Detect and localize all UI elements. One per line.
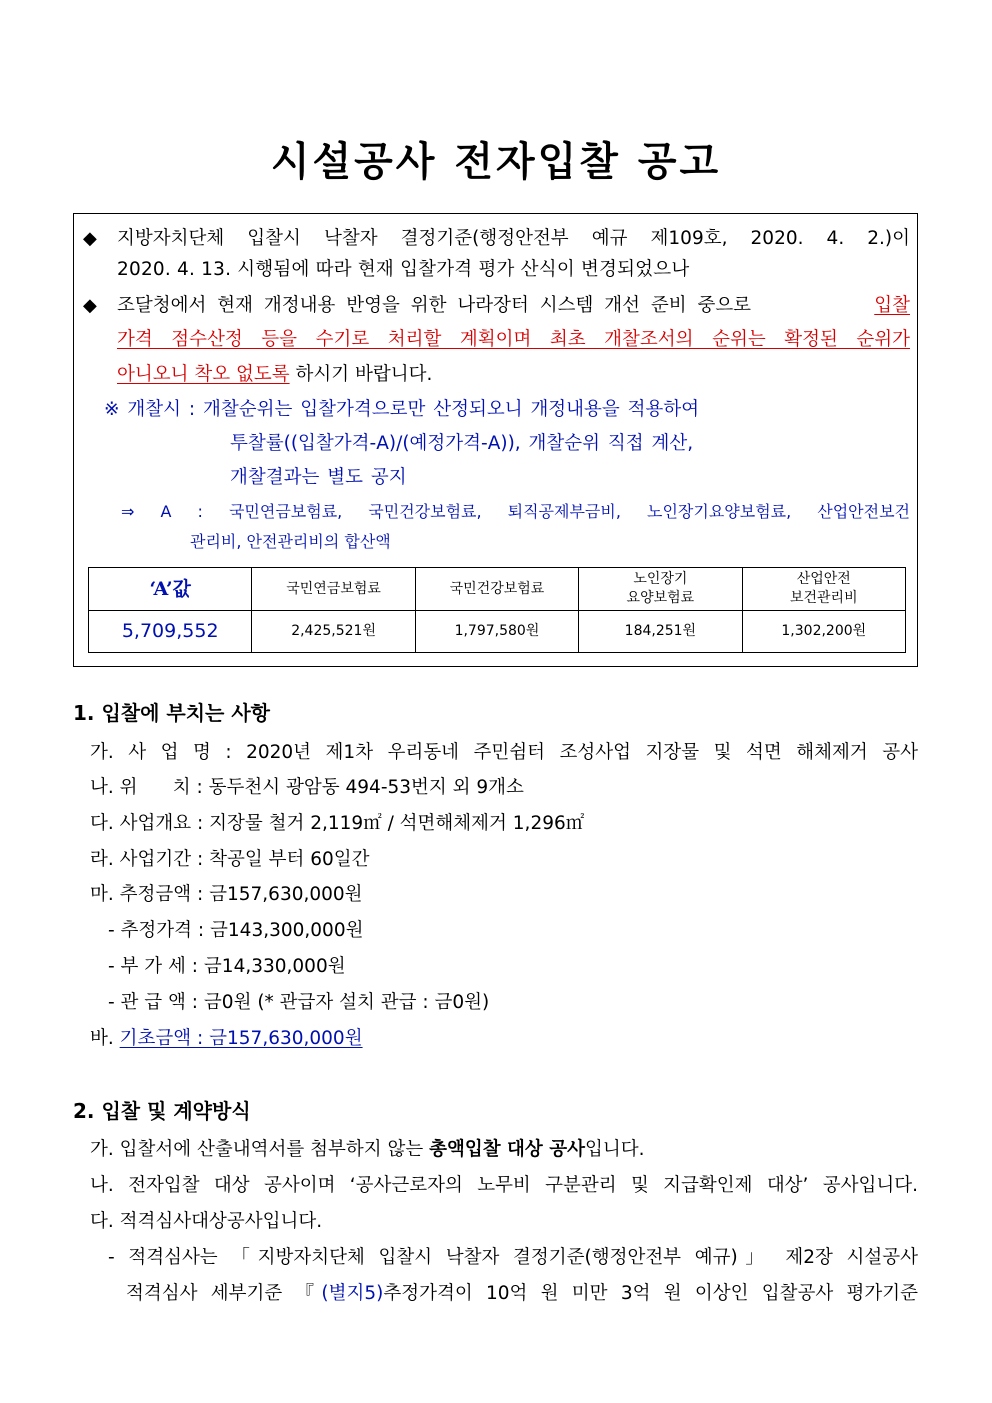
base-prefix: 바.	[90, 1028, 114, 1049]
notice-bullet2-line1	[117, 293, 910, 319]
safety-header: 산업안전 보건관리비	[742, 568, 905, 611]
a-definition-line1: ⇒ A : 국민연금보험료, 국민건강보험료, 퇴직공제부금비, 노인장기요양보험료, 산업안전보건	[121, 502, 910, 521]
notice-bullet1-line1: 지방자치단체 입찰시 낙찰자 결정기준(행정안전부 예규 제109호, 2020. 4. 2.)이	[117, 228, 910, 249]
pension-cell: 2,425,521원	[252, 611, 415, 653]
notice-bullet2-line1-red: 입찰	[874, 295, 910, 316]
section2-item2: 나. 전자입찰 대상 공사이며 ‘공사근로자의 노무비 구분관리 및 지급확인제 대상’ 공사입니다.	[90, 1175, 918, 1196]
section1-subitem: - 부 가 세 : 금14,330,000원	[108, 956, 346, 977]
notice-bullet2-line2: 가격 점수산정 등을 수기로 처리할 계획이며 최초 개찰조서의 순위는 확정된 순위가	[117, 329, 910, 350]
section2-sub-line2-pre: 적격심사 세부기준 『	[126, 1283, 322, 1304]
note-line3: 개찰결과는 별도 공지	[230, 467, 407, 488]
a-definition-line2: 관리비, 안전관리비의 합산액	[190, 532, 391, 551]
health-cell: 1,797,580원	[415, 611, 578, 653]
section1-subitem: - 추정가격 : 금143,300,000원	[108, 920, 364, 941]
notice-bullet2-line3-red: 아니오니 착오 없도록	[117, 364, 290, 385]
notice-bullet2-line3	[117, 362, 432, 388]
section2-item1-post: 입니다.	[584, 1139, 645, 1160]
note-line1: ※ 개찰시 : 개찰순위는 입찰가격으로만 산정되오니 개정내용을 적용하여	[104, 399, 700, 420]
table-value-row	[89, 611, 906, 653]
section1-base-amount-row	[90, 1026, 363, 1052]
health-header: 국민건강보험료	[415, 568, 578, 611]
page-title: 시설공사 전자입찰 공고	[270, 139, 722, 185]
elderly-care-cell: 184,251원	[579, 611, 742, 653]
section2-item1-pre: 가. 입찰서에 산출내역서를 첨부하지 않는	[90, 1139, 424, 1160]
section1-item: 마. 추정금액 : 금157,630,000원	[90, 884, 363, 905]
section1-item: 나. 위 치 : 동두천시 광암동 494-53번지 외 9개소	[90, 777, 524, 798]
section2-sub-line2	[126, 1281, 918, 1307]
section2-heading: 2. 입찰 및 계약방식	[73, 1099, 251, 1123]
notice-bullet2-line1-plain: 조달청에서 현재 개정내용 반영을 위한 나라장터 시스템 개선 준비 중으로	[117, 295, 752, 316]
section2-sub-line2-post: 추정가격이 10억 원 미만 3억 원 이상인 입찰공사 평가기준	[383, 1283, 918, 1304]
note-line2: 투찰률((입찰가격-A)/(예정가격-A)), 개찰순위 직접 계산,	[230, 433, 694, 454]
diamond-bullet-icon: ◆	[83, 295, 97, 316]
pension-header: 국민연금보험료	[252, 568, 415, 611]
a-value-header: ‘A’값	[89, 568, 252, 611]
notice-bullet2-line3-plain: 하시기 바랍니다.	[295, 364, 433, 385]
elderly-care-header: 노인장기 요양보험료	[579, 568, 742, 611]
section1-item: 가. 사 업 명 : 2020년 제1차 우리동네 주민쉼터 조성사업 지장물 및 석면 해체제거 공사	[90, 742, 918, 763]
section1-subitem: - 관 급 액 : 금0원 (* 관급자 설치 관급 : 금0원)	[108, 992, 490, 1013]
safety-cell: 1,302,200원	[742, 611, 905, 653]
section2-sub-line2-blue: (별지5)	[321, 1283, 384, 1304]
section1-item: 다. 사업개요 : 지장물 철거 2,119㎡ / 석면해체제거 1,296㎡	[90, 813, 585, 834]
table-header-row	[89, 568, 906, 611]
section1-heading: 1. 입찰에 부치는 사항	[73, 701, 270, 725]
section1-item: 라. 사업기간 : 착공일 부터 60일간	[90, 849, 370, 870]
a-value-cell: 5,709,552	[89, 611, 252, 653]
diamond-bullet-icon: ◆	[83, 228, 97, 249]
section2-item1-bold: 총액입찰 대상 공사	[429, 1139, 585, 1160]
base-amount: 기초금액 : 금157,630,000원	[119, 1028, 363, 1049]
notice-bullet1-line2: 2020. 4. 13. 시행됨에 따라 현재 입찰가격 평가 산식이 변경되었으나	[117, 259, 690, 280]
section2-sub-line1: - 적격심사는 「지방자치단체 입찰시 낙찰자 결정기준(행정안전부 예규)」 제2장 시설공사	[108, 1247, 918, 1268]
a-value-table	[88, 567, 906, 653]
section2-item3: 다. 적격심사대상공사입니다.	[90, 1211, 323, 1232]
section2-item1	[90, 1137, 644, 1163]
